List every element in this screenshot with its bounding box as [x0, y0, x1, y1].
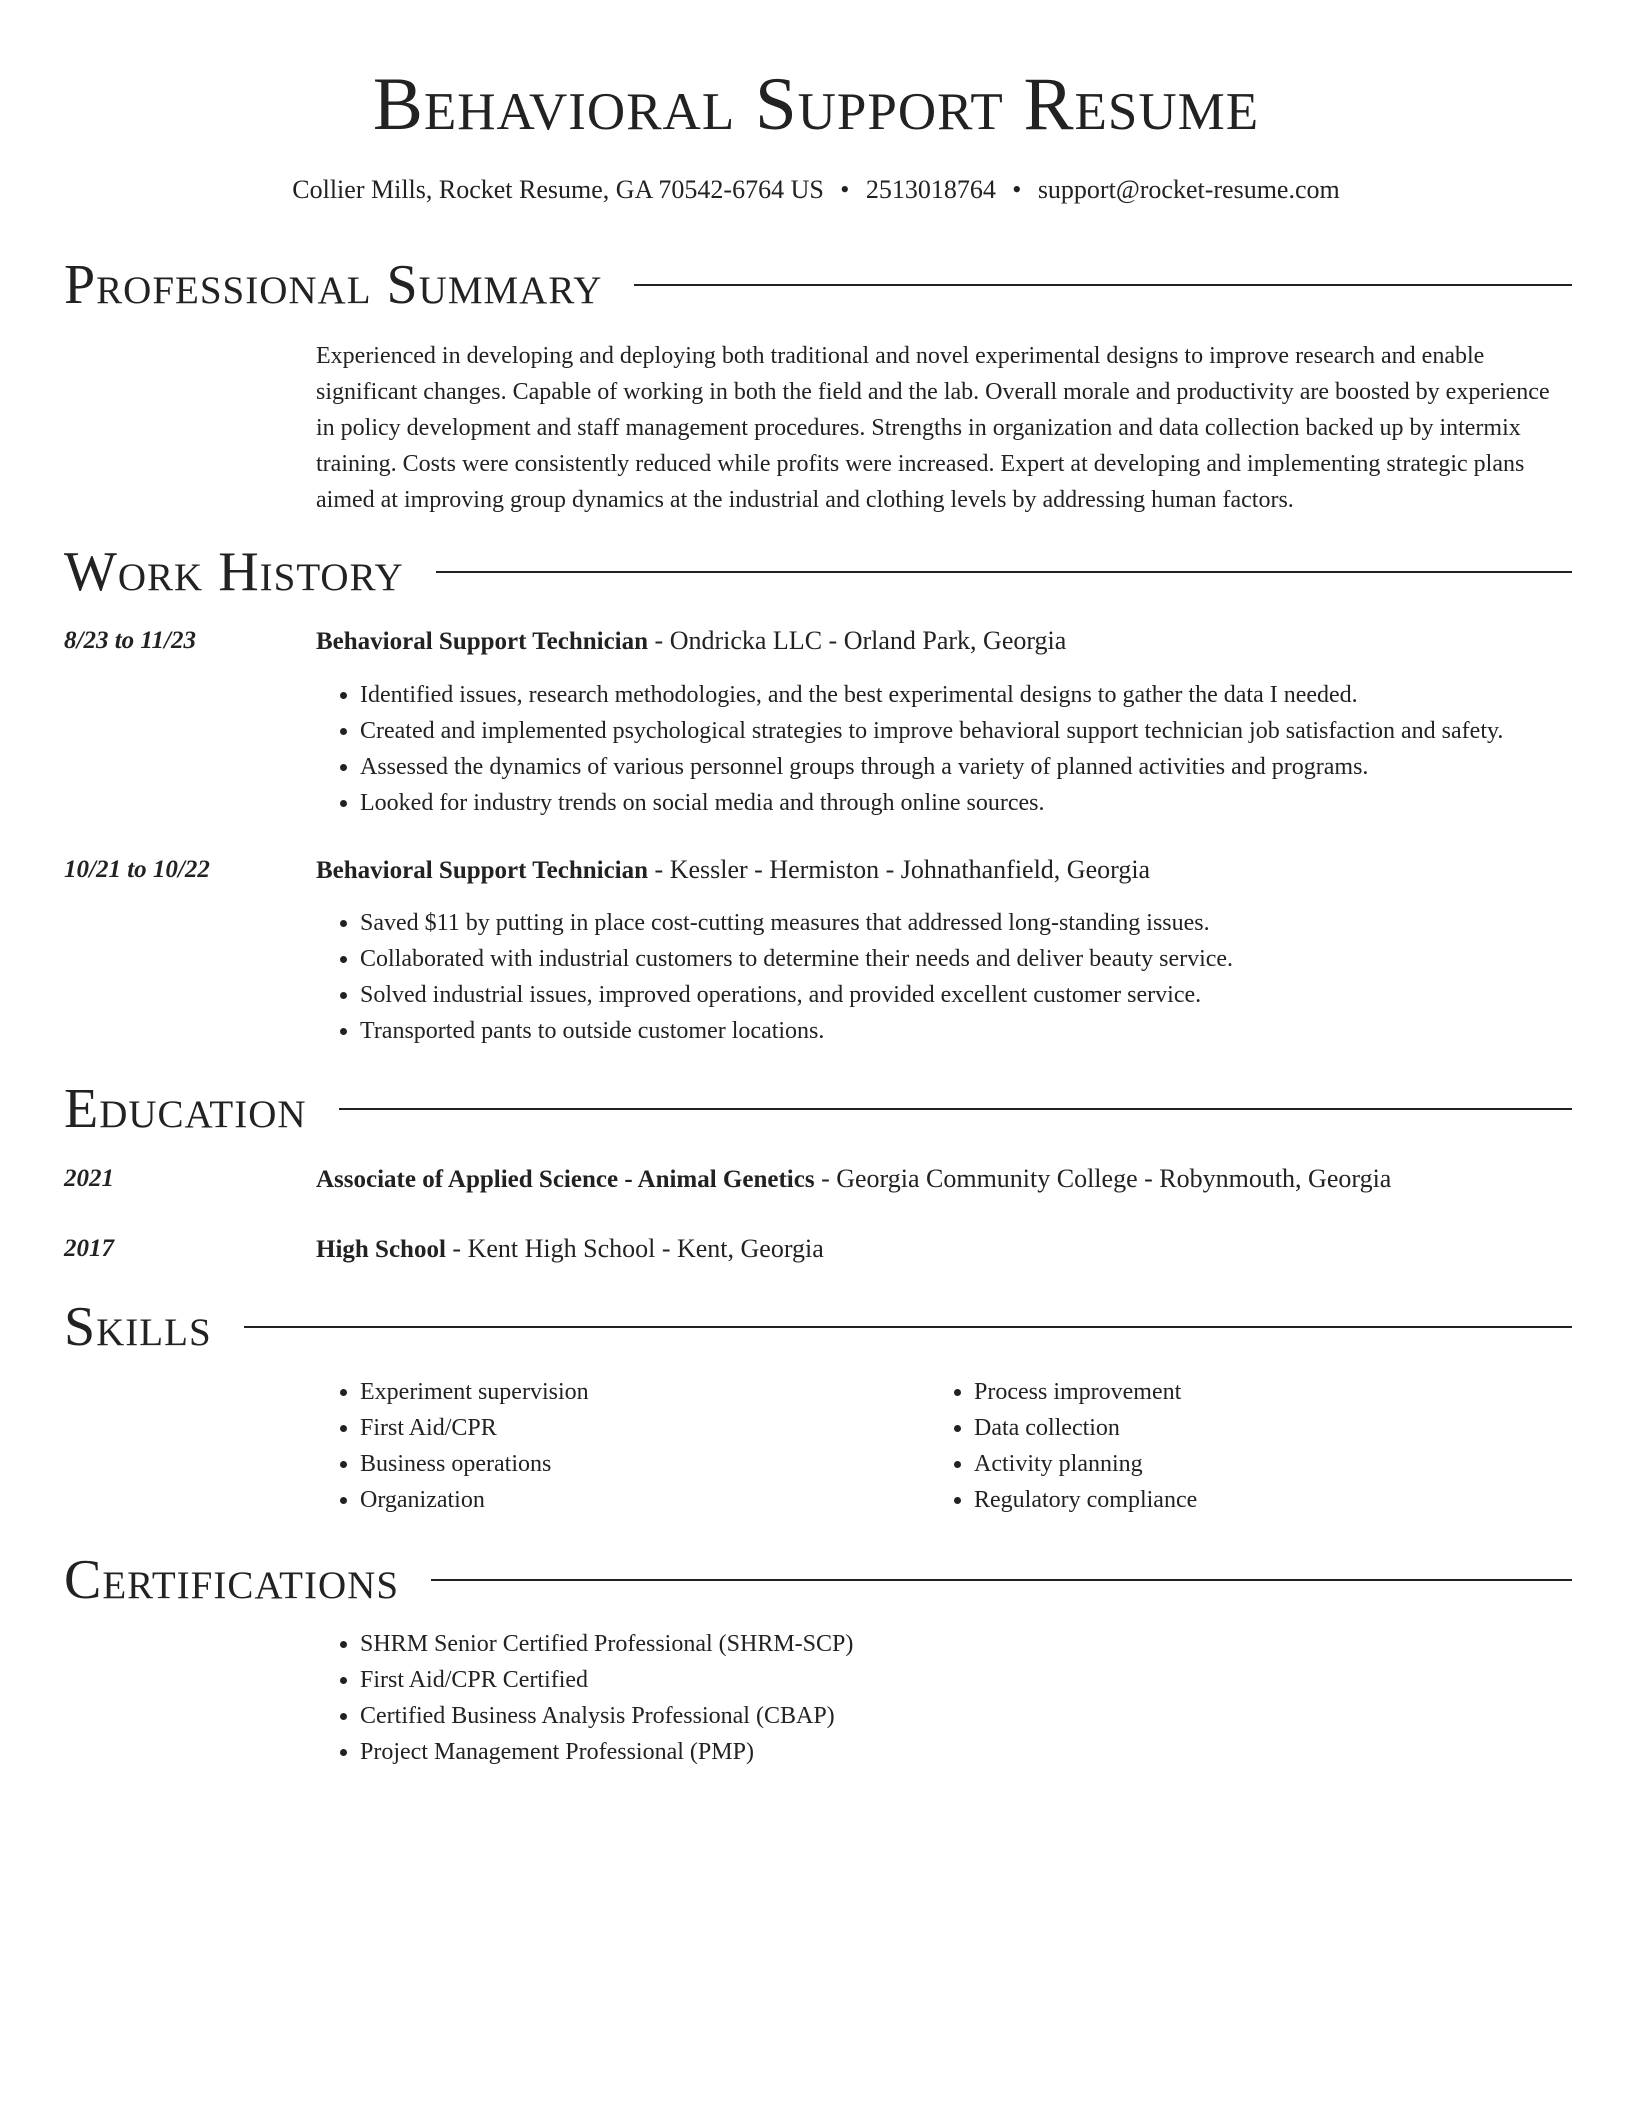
job-bullet: • Assessed the dynamics of various personnel groups through a variety of planned activities and programs.	[360, 749, 1503, 785]
summary-text: Experienced in developing and deploying both traditional and novel experimental designs to improve research and enable significant changes. Capable of working in both the field and the lab. Overall morale and productivity are boosted by experience in policy development and staff management procedures. Strengths in organization and data collection backed up by intermix training. Costs were consistently reduced while profits were increased. Expert at developing and implementing strategic plans aimed at improving group dynamics at the industrial and clothing levels by addressing human factors.	[316, 343, 1550, 513]
section-heading: Skills	[64, 1296, 212, 1358]
job-details: - Ondricka LLC - Orland Park, Georgia	[648, 626, 1067, 655]
section-heading: Education	[64, 1078, 307, 1140]
certification-item: • Certified Business Analysis Professional (CBAP)	[360, 1698, 853, 1734]
section-certifications-header	[64, 1545, 1572, 1615]
contact-email[interactable]: support@rocket-resume.com	[1037, 175, 1340, 204]
job-dates: 8/23 to 11/23	[64, 627, 196, 654]
education-degree: Associate of Applied Science - Animal Genetics	[316, 1166, 815, 1193]
skill-item: • First Aid/CPR	[360, 1410, 589, 1446]
contact-separator: •	[840, 175, 850, 204]
education-line	[316, 1161, 1572, 1198]
job-bullet: • Saved $11 by putting in place cost-cutting measures that addressed long-standing issues.	[360, 905, 1233, 941]
education-details: - Georgia Community College - Robynmouth, Georgia	[814, 1164, 1392, 1193]
skill-item: • Business operations	[360, 1446, 589, 1482]
skills-list-right	[930, 1374, 1197, 1518]
section-divider	[339, 1108, 1572, 1110]
section-summary-header	[64, 250, 1572, 320]
education-line	[316, 1231, 1572, 1268]
contact-separator: •	[1012, 175, 1022, 204]
job-line	[316, 852, 1572, 889]
section-heading: Certifications	[64, 1549, 400, 1611]
contact-line	[0, 172, 1632, 208]
job-bullet: • Created and implemented psychological strategies to improve behavioral support technician job satisfaction and safety.	[360, 713, 1503, 749]
job-bullets	[316, 677, 1503, 821]
skill-item: • Data collection	[974, 1410, 1197, 1446]
job-bullet: • Collaborated with industrial customers to determine their needs and deliver beauty service.	[360, 941, 1233, 977]
skill-item: • Organization	[360, 1482, 589, 1518]
skill-item: • Activity planning	[974, 1446, 1197, 1482]
job-dates: 10/21 to 10/22	[64, 856, 210, 883]
section-heading: Professional Summary	[64, 254, 603, 316]
skill-item: • Process improvement	[974, 1374, 1197, 1410]
section-work-header	[64, 537, 1572, 607]
skills-list-left	[316, 1374, 589, 1518]
section-divider	[634, 284, 1572, 286]
certification-item: • SHRM Senior Certified Professional (SHRM-SCP)	[360, 1626, 853, 1662]
education-details: - Kent High School - Kent, Georgia	[445, 1234, 824, 1263]
job-line	[316, 623, 1572, 660]
section-skills-header	[64, 1292, 1572, 1362]
job-bullet: • Identified issues, research methodologies, and the best experimental designs to gather the data I needed.	[360, 677, 1503, 713]
job-bullet: • Transported pants to outside customer locations.	[360, 1013, 1233, 1049]
section-heading: Work History	[64, 541, 404, 603]
job-bullet: • Solved industrial issues, improved operations, and provided excellent customer service.	[360, 977, 1233, 1013]
job-title: Behavioral Support Technician	[316, 628, 649, 655]
certification-item: • Project Management Professional (PMP)	[360, 1734, 853, 1770]
education-year: 2021	[64, 1165, 114, 1192]
resume-title: Behavioral Support Resume	[372, 63, 1260, 146]
contact-phone: 2513018764	[865, 175, 996, 204]
education-degree: High School	[316, 1236, 446, 1263]
section-divider	[436, 571, 1572, 573]
job-bullet: • Looked for industry trends on social media and through online sources.	[360, 785, 1503, 821]
certification-item: • First Aid/CPR Certified	[360, 1662, 853, 1698]
contact-address: Collier Mills, Rocket Resume, GA 70542-6764 US	[292, 175, 824, 204]
job-details: - Kessler - Hermiston - Johnathanfield, Georgia	[648, 855, 1151, 884]
section-divider	[431, 1579, 1572, 1581]
job-title: Behavioral Support Technician	[316, 857, 649, 884]
skill-item: • Experiment supervision	[360, 1374, 589, 1410]
section-education-header	[64, 1074, 1572, 1144]
section-divider	[244, 1326, 1572, 1328]
certifications-list	[316, 1626, 853, 1770]
skill-item: • Regulatory compliance	[974, 1482, 1197, 1518]
job-bullets	[316, 905, 1233, 1049]
education-year: 2017	[64, 1235, 114, 1262]
